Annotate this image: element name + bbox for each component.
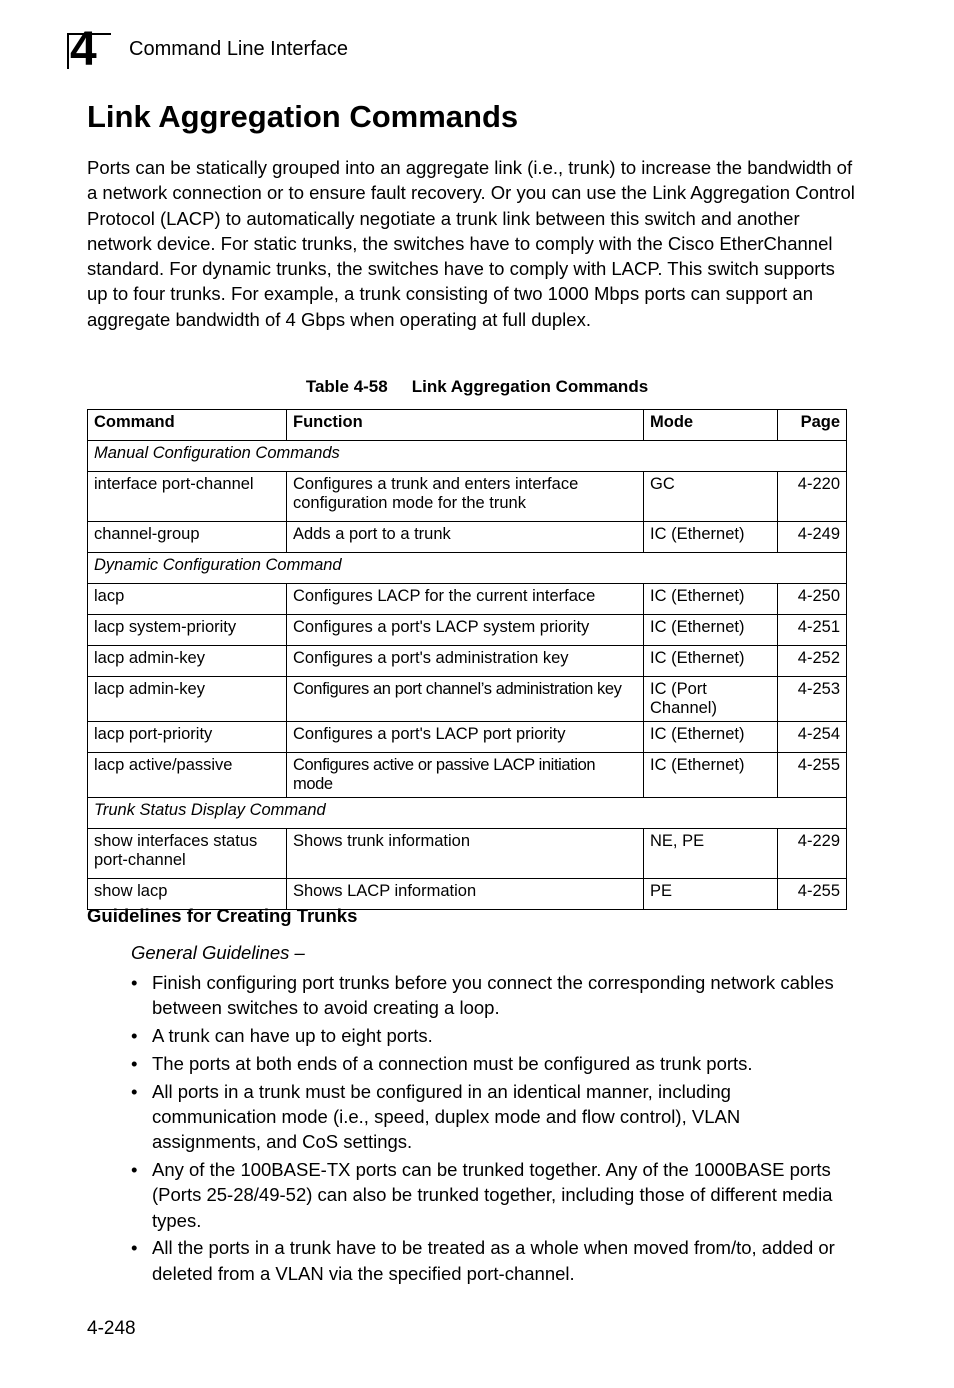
- group-title: Dynamic Configuration Command: [88, 553, 847, 584]
- table-caption-title: Link Aggregation Commands: [411, 377, 649, 396]
- group-title: Trunk Status Display Command: [88, 798, 847, 829]
- cell-function: Shows trunk information: [287, 829, 644, 879]
- cell-function: Shows LACP information: [287, 879, 644, 910]
- cell-command: channel-group: [88, 522, 287, 553]
- page-number: 4-248: [87, 1318, 136, 1339]
- cell-page: 4-255: [778, 753, 847, 798]
- guidelines-heading: Guidelines for Creating Trunks: [87, 905, 358, 926]
- guideline-text: Finish configuring port trunks before you connect the corresponding network cables between switches to avoid creating a loop.: [152, 972, 834, 1019]
- bullet-icon: •: [131, 972, 138, 993]
- table-row: [88, 677, 847, 722]
- cell-function: Configures a port's administration key: [287, 646, 644, 677]
- cell-function: Configures LACP for the current interface: [287, 584, 644, 615]
- cell-mode: IC (Ethernet): [644, 584, 778, 615]
- guideline-text: The ports at both ends of a connection must be configured as trunk ports.: [152, 1052, 753, 1074]
- table-row: [88, 753, 847, 798]
- header-function: Function: [287, 410, 644, 441]
- cell-function: Configures active or passive LACP initiation mode: [287, 753, 644, 798]
- table-row: [88, 522, 847, 553]
- cell-mode: IC (Ethernet): [644, 522, 778, 553]
- table-row: [88, 829, 847, 879]
- cell-command: interface port-channel: [88, 472, 287, 522]
- cell-page: 4-254: [778, 722, 847, 753]
- cell-page: 4-250: [778, 584, 847, 615]
- guidelines-subheading: General Guidelines –: [131, 942, 305, 963]
- cell-page: 4-255: [778, 879, 847, 910]
- cell-mode: GC: [644, 472, 778, 522]
- guidelines-list: [131, 970, 851, 1289]
- cell-command: show lacp: [88, 879, 287, 910]
- bullet-icon: •: [131, 1025, 138, 1047]
- table-caption-number: Table 4-58: [305, 377, 388, 396]
- guideline-text: All the ports in a trunk have to be treated as a whole when moved from/to, added or deleted from a VLAN via the specified port-channel.: [152, 1237, 835, 1284]
- cell-function: Configures a port's LACP port priority: [287, 722, 644, 753]
- cell-mode: IC (Ethernet): [644, 753, 778, 798]
- cell-command: show interfaces status port-channel: [88, 829, 287, 879]
- cell-mode: IC (Ethernet): [644, 615, 778, 646]
- table-row: [88, 646, 847, 677]
- table-row: [88, 722, 847, 753]
- guideline-text: Any of the 100BASE-TX ports can be trunked together. Any of the 1000BASE ports (Ports 25-28/49-52) can also be trunked together, including those of different media types.: [152, 1159, 833, 1231]
- cell-page: 4-220: [778, 472, 847, 522]
- group-title: Manual Configuration Commands: [88, 441, 847, 472]
- guideline-item: [131, 970, 851, 1021]
- header-command: Command: [88, 410, 287, 441]
- cell-command: lacp admin-key: [88, 677, 287, 722]
- cell-page: 4-249: [778, 522, 847, 553]
- cell-command: lacp admin-key: [88, 646, 287, 677]
- header-page: Page: [778, 410, 847, 441]
- guideline-item: [131, 1235, 851, 1286]
- cell-mode: PE: [644, 879, 778, 910]
- guideline-item: [131, 1051, 851, 1076]
- cell-command: lacp: [88, 584, 287, 615]
- cell-function: Configures an port channel’s administration key: [287, 677, 644, 722]
- cell-command: lacp port-priority: [88, 722, 287, 753]
- header-mode: Mode: [644, 410, 778, 441]
- running-header: Command Line Interface: [129, 38, 349, 60]
- guideline-text: All ports in a trunk must be configured in an identical manner, including communication mode (i.e., speed, duplex mode and flow control), VLAN assignments, and CoS settings.: [152, 1080, 741, 1153]
- bullet-icon: •: [131, 1237, 138, 1259]
- section-title: Link Aggregation Commands: [87, 99, 519, 134]
- cell-command: lacp active/passive: [88, 753, 287, 798]
- chapter-number: 4: [70, 23, 97, 76]
- guideline-item: [131, 1079, 851, 1155]
- bullet-icon: •: [131, 1159, 138, 1181]
- cell-function: Configures a trunk and enters interface configuration mode for the trunk: [287, 472, 644, 522]
- cell-page: 4-251: [778, 615, 847, 646]
- table-group-row: [88, 441, 847, 472]
- guideline-item: [131, 1023, 851, 1048]
- bullet-icon: •: [131, 1080, 138, 1102]
- guideline-item: [131, 1157, 851, 1233]
- table-row: [88, 615, 847, 646]
- cell-page: 4-252: [778, 646, 847, 677]
- link-aggregation-commands-table: [87, 409, 847, 910]
- cell-function: Adds a port to a trunk: [287, 522, 644, 553]
- table-caption: [0, 377, 954, 397]
- cell-command: lacp system-priority: [88, 615, 287, 646]
- cell-page: 4-253: [778, 677, 847, 722]
- cell-mode: NE, PE: [644, 829, 778, 879]
- table-group-row: [88, 798, 847, 829]
- intro-paragraph: Ports can be statically grouped into an aggregate link (i.e., trunk) to increase the bandwidth of a network connection or to ensure fault recovery. Or you can use the Link Aggregation Control Protocol (LACP) to automatically negotiate a trunk link between this switch and another network device. For static trunks, the switches have to comply with the Cisco EtherChannel standard. For dynamic trunks, the switches have to comply with LACP. This switch supports up to four trunks. For example, a trunk consisting of two 1000 Mbps ports can support an aggregate bandwidth of 4 Gbps when operating at full duplex.: [87, 157, 855, 330]
- guideline-text: A trunk can have up to eight ports.: [152, 1025, 433, 1047]
- bullet-icon: •: [131, 1052, 138, 1074]
- table-row: [88, 472, 847, 522]
- cell-mode: IC (Port Channel): [644, 677, 778, 722]
- table-header-row: [88, 410, 847, 441]
- table-row: [88, 584, 847, 615]
- table-group-row: [88, 553, 847, 584]
- cell-page: 4-229: [778, 829, 847, 879]
- cell-mode: IC (Ethernet): [644, 722, 778, 753]
- cell-mode: IC (Ethernet): [644, 646, 778, 677]
- cell-function: Configures a port's LACP system priority: [287, 615, 644, 646]
- table-body: [88, 441, 847, 910]
